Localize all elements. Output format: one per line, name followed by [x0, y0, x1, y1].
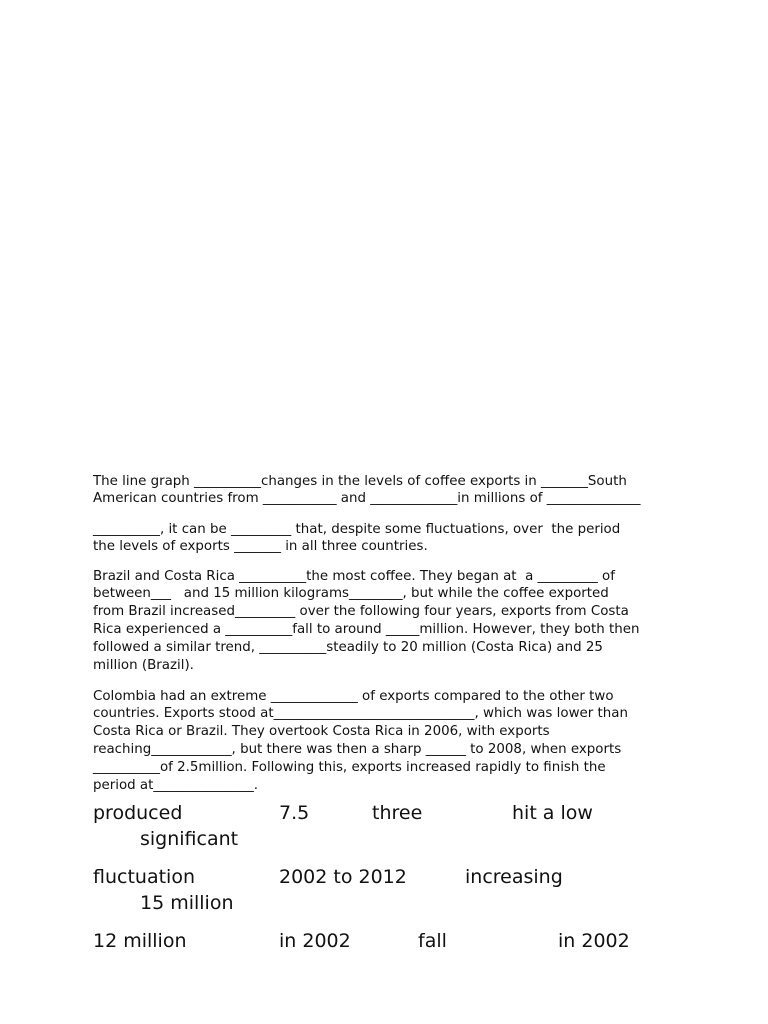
- text-line: reaching____________, but there was then a sharp ______ to 2008, when exports: [93, 741, 622, 757]
- text-line: between___ and 15 million kilograms________, but while the coffee exported: [93, 586, 609, 602]
- word-bank-item: 7.5: [279, 802, 310, 824]
- text-line: from Brazil increased_________ over the following four years, exports from Costa: [93, 604, 629, 620]
- text-line: Costa Rica or Brazil. They overtook Costa Rica in 2006, with exports: [93, 724, 550, 740]
- word-bank-row-2: [93, 864, 713, 890]
- text-line: The line graph __________changes in the levels of coffee exports in _______South: [93, 473, 627, 489]
- word-bank-item: significant: [140, 828, 239, 850]
- text-line: __________, it can be _________ that, despite some fluctuations, over the period: [93, 521, 621, 537]
- text-line: million (Brazil).: [93, 657, 194, 673]
- word-bank-item: hit a low: [512, 802, 593, 824]
- word-bank-item: fall: [418, 930, 447, 952]
- word-bank-item: increasing: [465, 866, 563, 888]
- text-line: countries. Exports stood at______________________________, which was lower than: [93, 706, 628, 722]
- word-bank-row-1: [93, 800, 713, 826]
- text-line: the levels of exports _______ in all three countries.: [93, 539, 428, 555]
- text-line: period at_______________.: [93, 777, 259, 793]
- text-line: American countries from ___________ and _____________in millions of ______________: [93, 491, 641, 507]
- word-bank-item: three: [372, 802, 423, 824]
- text-line: Colombia had an extreme _____________ of exports compared to the other two: [93, 688, 614, 704]
- word-bank-row-2-wrap: [93, 890, 713, 916]
- word-bank-item: in 2002: [558, 930, 630, 952]
- word-bank-item: fluctuation: [93, 866, 195, 888]
- word-bank-item: 15 million: [140, 892, 234, 914]
- word-bank-item: in 2002: [279, 930, 351, 952]
- word-bank-row-3: [93, 928, 713, 954]
- word-bank-item: 12 million: [93, 930, 187, 952]
- text-line: Brazil and Costa Rica __________the most coffee. They began at a _________ of: [93, 568, 615, 584]
- text-line: followed a similar trend, __________steadily to 20 million (Costa Rica) and 25: [93, 639, 603, 655]
- text-line: __________of 2.5million. Following this, exports increased rapidly to finish the: [93, 759, 606, 775]
- text-line: Rica experienced a __________fall to around _____million. However, they both then: [93, 621, 640, 637]
- word-bank-row-1-wrap: [93, 826, 713, 852]
- word-bank-item: 2002 to 2012: [279, 866, 407, 888]
- word-bank-item: produced: [93, 802, 183, 824]
